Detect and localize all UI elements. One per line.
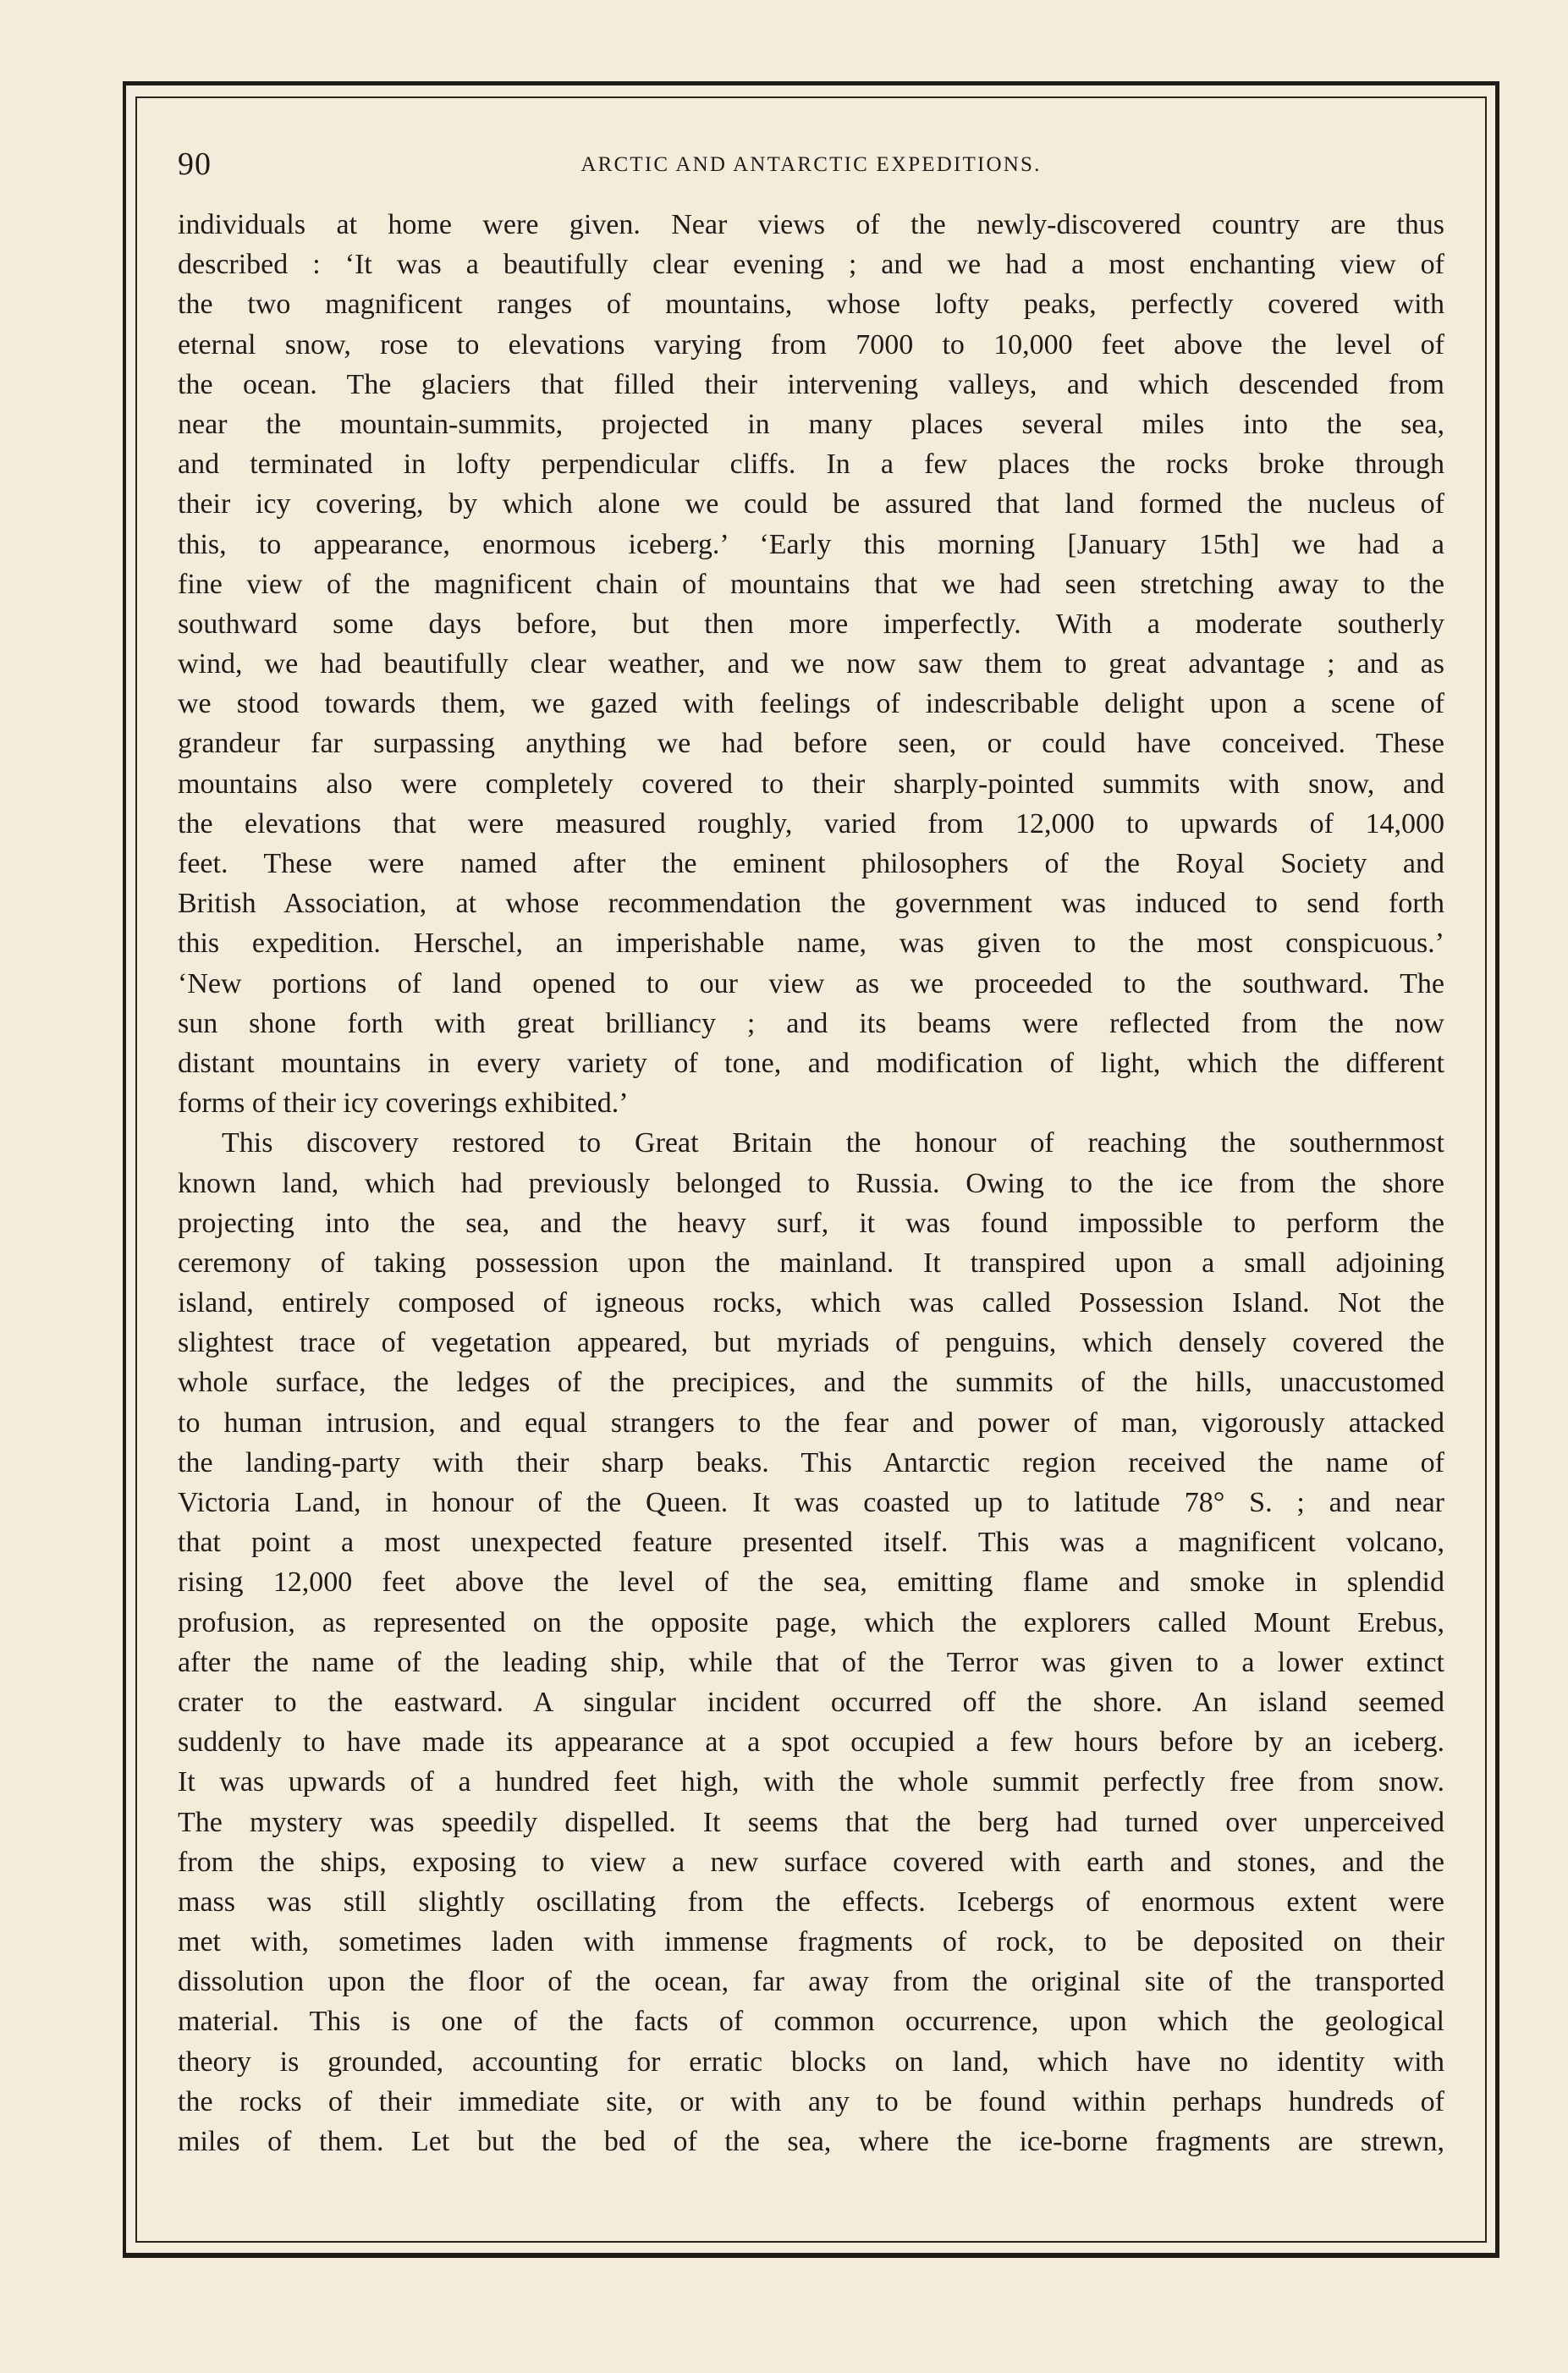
text-line: their icy covering, by which alone we could be assured that land formed the nucleus of bbox=[178, 488, 1444, 520]
text-line: whole surface, the ledges of the precipices, and the summits of the hills, unaccustomed bbox=[178, 1367, 1444, 1399]
text-line: feet. These were named after the eminent philosophers of the Royal Society and bbox=[178, 848, 1444, 879]
text-line: distant mountains in every variety of tone, and modification of light, which the different bbox=[178, 1047, 1444, 1079]
text-line: fine view of the magnificent chain of mountains that we had seen stretching away to the bbox=[178, 568, 1444, 600]
text-line: slightest trace of vegetation appeared, but myriads of penguins, which densely covered the bbox=[178, 1327, 1444, 1359]
text-line: to human intrusion, and equal strangers to the fear and power of man, vigorously attacked bbox=[178, 1407, 1444, 1439]
text-line: dissolution upon the floor of the ocean, far away from the original site of the transported bbox=[178, 1966, 1444, 1998]
text-line: southward some days before, but then more imperfectly. With a moderate southerly bbox=[178, 608, 1444, 640]
text-line: described : ‘It was a beautifully clear evening ; and we had a most enchanting view of bbox=[178, 249, 1444, 281]
running-title: ARCTIC AND ANTARCTIC EXPEDITIONS. bbox=[580, 153, 1042, 176]
page-header bbox=[178, 146, 1444, 188]
text-line: the two magnificent ranges of mountains, whose lofty peaks, perfectly covered with bbox=[178, 289, 1444, 321]
text-line: ceremony of taking possession upon the mainland. It transpired upon a small adjoining bbox=[178, 1247, 1444, 1279]
text-line: eternal snow, rose to elevations varying from 7000 to 10,000 feet above the level of bbox=[178, 328, 1444, 361]
text-line: this expedition. Herschel, an imperishable name, was given to the most conspicuous.’ bbox=[178, 928, 1444, 960]
text-line: The mystery was speedily dispelled. It seems that the berg had turned over unperceived bbox=[178, 1806, 1444, 1838]
text-line: and terminated in lofty perpendicular cliffs. In a few places the rocks broke through bbox=[178, 449, 1444, 481]
text-line: after the name of the leading ship, while that of the Terror was given to a lower extinct bbox=[178, 1646, 1444, 1678]
text-line: Victoria Land, in honour of the Queen. It was coasted up to latitude 78° S. ; and near bbox=[178, 1487, 1444, 1518]
text-line: crater to the eastward. A singular incident occurred off the shore. An island seemed bbox=[178, 1686, 1444, 1718]
text-line: suddenly to have made its appearance at a spot occupied a few hours before by an iceberg. bbox=[178, 1726, 1444, 1759]
text-line: material. This is one of the facts of common occurrence, upon which the geological bbox=[178, 2006, 1444, 2038]
text-line: met with, sometimes laden with immense fragments of rock, to be deposited on their bbox=[178, 1926, 1444, 1958]
body-text bbox=[178, 205, 1444, 2201]
text-line: near the mountain-summits, projected in many places several miles into the sea, bbox=[178, 408, 1444, 440]
text-line: from the ships, exposing to view a new surface covered with earth and stones, and the bbox=[178, 1846, 1444, 1878]
text-line: British Association, at whose recommendation the government was induced to send forth bbox=[178, 888, 1444, 920]
text-line: projecting into the sea, and the heavy surf, it was found impossible to perform the bbox=[178, 1207, 1444, 1239]
text-line: grandeur far surpassing anything we had before seen, or could have conceived. These bbox=[178, 728, 1444, 760]
text-line: ‘New portions of land opened to our view as we proceeded to the southward. The bbox=[178, 967, 1444, 999]
page-number: 90 bbox=[178, 146, 212, 182]
text-line: rising 12,000 feet above the level of the sea, emitting flame and smoke in splendid bbox=[178, 1566, 1444, 1599]
text-line: This discovery restored to Great Britain the honour of reaching the southernmost bbox=[222, 1127, 1444, 1159]
text-line: wind, we had beautifully clear weather, and we now saw them to great advantage ; and as bbox=[178, 648, 1444, 680]
text-line: profusion, as represented on the opposite page, which the explorers called Mount Erebus, bbox=[178, 1606, 1444, 1638]
text-line bbox=[178, 2161, 1444, 2201]
text-line: this, to appearance, enormous iceberg.’ ‘Early this morning [January 15th] we had a bbox=[178, 528, 1444, 560]
text-line: the ocean. The glaciers that filled their intervening valleys, and which descended from bbox=[178, 368, 1444, 400]
text-line: known land, which had previously belonged to Russia. Owing to the ice from the shore bbox=[178, 1167, 1444, 1199]
text-line: mass was still slightly oscillating from the effects. Icebergs of enormous extent were bbox=[178, 1886, 1444, 1918]
text-line: It was upwards of a hundred feet high, with the whole summit perfectly free from snow. bbox=[178, 1766, 1444, 1798]
text-line: we stood towards them, we gazed with feelings of indescribable delight upon a scene of bbox=[178, 688, 1444, 720]
text-line: sun shone forth with great brilliancy ; and its beams were reflected from the now bbox=[178, 1007, 1444, 1039]
text-line: theory is grounded, accounting for erratic blocks on land, which have no identity with bbox=[178, 2045, 1444, 2078]
text-line: mountains also were completely covered to their sharply-pointed summits with snow, and bbox=[178, 768, 1444, 800]
text-line: miles of them. Let but the bed of the sea, where the ice-borne fragments are strewn, bbox=[178, 2126, 1444, 2157]
text-line: the landing-party with their sharp beaks. This Antarctic region received the name of bbox=[178, 1446, 1444, 1478]
text-line: the elevations that were measured roughly, varied from 12,000 to upwards of 14,000 bbox=[178, 807, 1444, 840]
text-line: the rocks of their immediate site, or with any to be found within perhaps hundreds of bbox=[178, 2085, 1444, 2117]
text-line: individuals at home were given. Near views of the newly-discovered country are thus bbox=[178, 209, 1444, 240]
text-line: that point a most unexpected feature presented itself. This was a magnificent volcano, bbox=[178, 1527, 1444, 1559]
text-line: island, entirely composed of igneous rocks, which was called Possession Island. Not the bbox=[178, 1287, 1444, 1319]
text-line: forms of their icy coverings exhibited.’ bbox=[178, 1087, 629, 1120]
